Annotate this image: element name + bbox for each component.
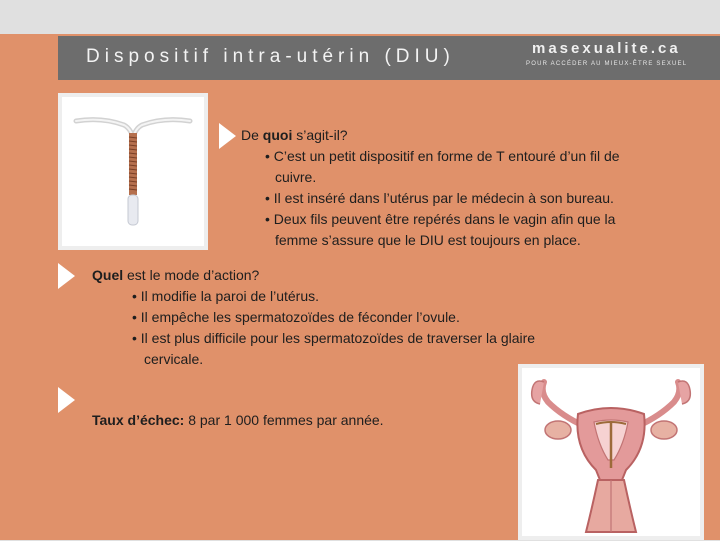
iud-image [58,93,208,250]
bullet-line: • Il est inséré dans l’utérus par le médecin à son bureau. [265,190,614,206]
bullet-line: cuivre. [275,169,317,185]
section-heading: De quoi s’agit-il? [241,127,348,143]
arrow-bullet-3 [58,387,75,413]
top-strip [0,0,720,34]
uterus-image [518,364,704,540]
failure-rate-label: Taux d’échec: [92,412,185,428]
section-mode-of-action [92,265,535,370]
section-heading: Quel est le mode d’action? [92,267,260,283]
bullet-line: • Il modifie la paroi de l’utérus. [132,288,319,304]
brand-logo-text: masexualite.ca [532,40,681,57]
bullet-line: cervicale. [144,351,204,367]
failure-rate-value: 8 par 1 000 femmes par année. [184,412,384,428]
bullet-line: • Il empêche les spermatozoïdes de féconder l’ovule. [132,309,460,325]
brand-tagline: POUR ACCÉDER AU MIEUX-ÊTRE SEXUEL [526,61,688,67]
iud-device-icon [62,97,204,246]
bullet-line: • Deux fils peuvent être repérés dans le vagin afin que la [265,211,616,227]
bullet-line: • C’est un petit dispositif en forme de T entouré d’un fil de [265,148,620,164]
section-what-is-it [241,125,620,251]
page-title: Dispositif intra-utérin (DIU) [86,46,455,67]
arrow-bullet-2 [58,263,75,289]
section-failure-rate [92,410,384,431]
uterus-anatomy-icon [522,368,700,536]
bullet-line: femme s’assure que le DIU est toujours en place. [275,232,581,248]
bullet-line: • Il est plus difficile pour les spermatozoïdes de traverser la glaire [132,330,536,346]
arrow-bullet-1 [219,123,236,149]
